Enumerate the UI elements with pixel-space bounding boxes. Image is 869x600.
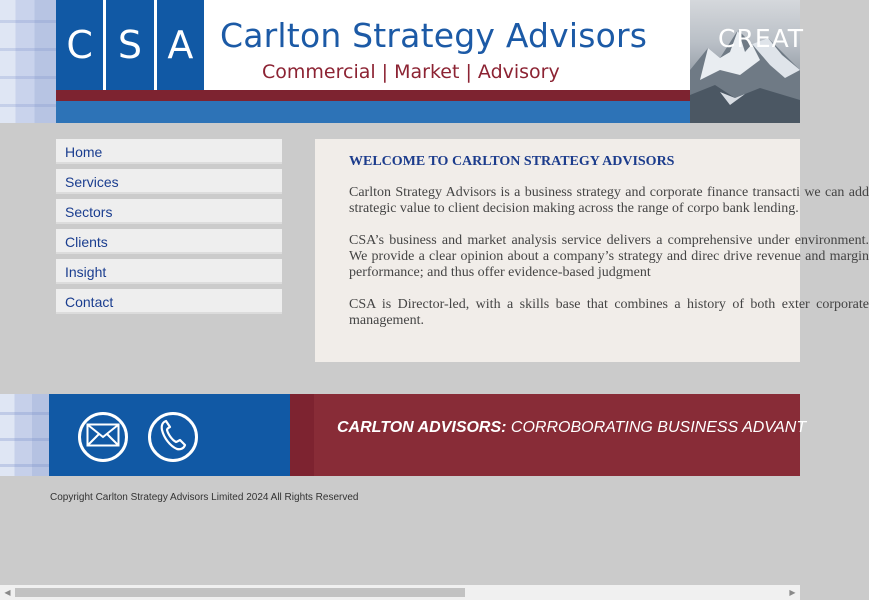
phone-button[interactable] [148, 412, 198, 462]
logo-letter-a: A [167, 23, 194, 67]
nav-item-home[interactable]: Home [56, 139, 282, 164]
header-title-panel [204, 0, 690, 90]
horizontal-scrollbar[interactable] [0, 585, 800, 600]
intro-paragraph-1: Carlton Strategy Advisors is a business strategy and corporate finance transacti we can add strategic value to client decision making across the range of corpo bank lending. [349, 185, 869, 216]
slogan-bold: CARLTON ADVISORS: [337, 419, 507, 436]
mountain-illustration [690, 0, 800, 123]
nav-item-services[interactable]: Services [56, 169, 282, 194]
nav-item-sectors[interactable]: Sectors [56, 199, 282, 224]
footer-decor-strip [0, 394, 49, 476]
site-title: Carlton Strategy Advisors [220, 16, 648, 55]
intro-paragraph-3: CSA is Director-led, with a skills base that combines a history of both exter corporate management. [349, 297, 869, 328]
scrollbar-thumb[interactable] [15, 588, 465, 597]
slogan-text: CORROBORATING BUSINESS ADVANT [506, 419, 807, 436]
logo-letter-c: C [56, 0, 106, 90]
slogan-band-inner [314, 394, 807, 476]
contact-icons-panel [49, 394, 290, 476]
slogan [337, 419, 806, 437]
header-decor-strip [0, 0, 56, 123]
email-button[interactable] [78, 412, 128, 462]
site-tagline: Commercial | Market | Advisory [262, 61, 560, 83]
header-red-bar [56, 90, 690, 101]
mail-icon [86, 423, 120, 452]
welcome-panel [315, 139, 869, 362]
banner-text: CREAT [718, 24, 805, 53]
logo-letter-s: S [106, 0, 156, 90]
intro-paragraph-2: CSA’s business and market analysis service delivers a comprehensive under environment. We provide a clear opinion about a company’s strategy and direc drive revenue and margin performance; and thus offer evidence-based judgment [349, 233, 869, 280]
nav-item-clients[interactable]: Clients [56, 229, 282, 254]
nav-item-contact[interactable]: Contact [56, 289, 282, 314]
welcome-heading: WELCOME TO CARLTON STRATEGY ADVISORS [349, 154, 675, 169]
welcome-content [349, 154, 869, 345]
csa-logo[interactable] [56, 0, 204, 90]
header-blue-bar [56, 101, 690, 123]
copyright-text: Copyright Carlton Strategy Advisors Limited 2024 All Rights Reserved [50, 492, 359, 503]
scroll-left-arrow-icon[interactable]: ◀ [4, 588, 11, 597]
slogan-band [290, 394, 807, 476]
mountain-banner-image [690, 0, 805, 123]
main-nav [56, 139, 282, 319]
nav-item-insight[interactable]: Insight [56, 259, 282, 284]
scroll-right-arrow-icon[interactable]: ▶ [789, 588, 796, 597]
phone-icon [159, 419, 187, 456]
